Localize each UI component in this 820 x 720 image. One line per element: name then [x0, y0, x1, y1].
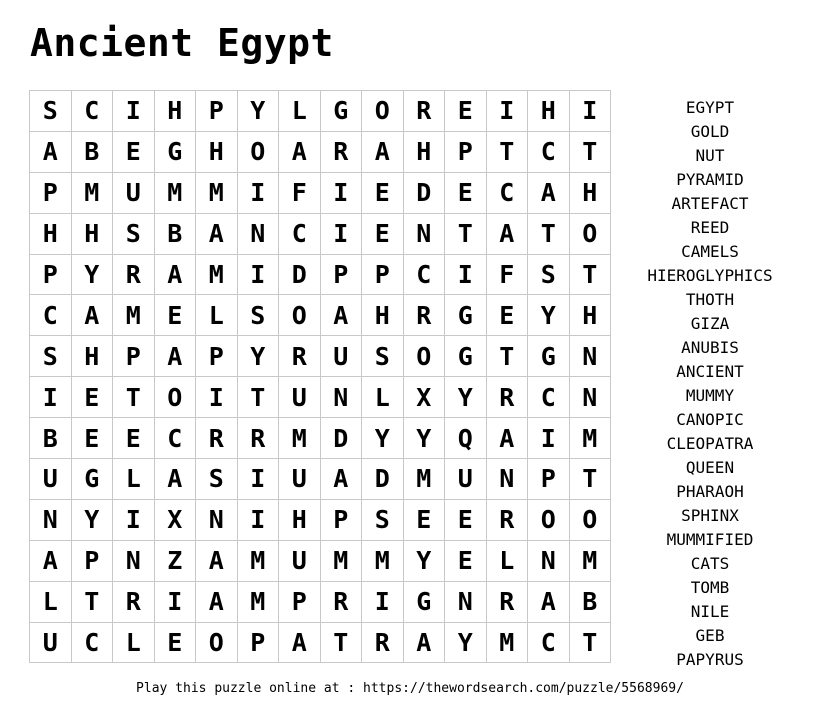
grid-cell: M — [403, 459, 445, 500]
word-list-item: SPHINX — [681, 506, 739, 525]
grid-cell: C — [71, 622, 113, 663]
grid-row — [30, 540, 611, 581]
grid-cell: E — [154, 622, 196, 663]
grid-cell: X — [154, 499, 196, 540]
grid-cell: U — [320, 336, 362, 377]
grid-cell: S — [528, 254, 570, 295]
word-list-item: NILE — [690, 602, 730, 621]
grid-row — [30, 213, 611, 254]
grid-cell: U — [279, 459, 321, 500]
grid-cell: R — [320, 131, 362, 172]
grid-cell: M — [320, 540, 362, 581]
grid-cell: D — [320, 418, 362, 459]
footer-label: Play this puzzle online at : — [136, 681, 356, 696]
grid-cell: Y — [237, 91, 279, 132]
grid-row — [30, 254, 611, 295]
grid-cell: P — [237, 622, 279, 663]
grid-cell: N — [320, 377, 362, 418]
grid-cell: N — [569, 336, 611, 377]
grid-cell: F — [279, 172, 321, 213]
grid-cell: Q — [445, 418, 487, 459]
grid-cell: P — [71, 540, 113, 581]
grid-cell: C — [403, 254, 445, 295]
grid-cell: T — [569, 459, 611, 500]
word-list-item: PYRAMID — [676, 170, 744, 189]
grid-cell: N — [486, 459, 528, 500]
grid-cell: A — [320, 295, 362, 336]
grid-cell: Y — [528, 295, 570, 336]
grid-row — [30, 622, 611, 663]
grid-cell: O — [279, 295, 321, 336]
grid-cell: A — [30, 540, 72, 581]
grid-cell: A — [196, 540, 238, 581]
grid-cell: E — [113, 418, 155, 459]
grid-cell: C — [154, 418, 196, 459]
grid-cell: N — [113, 540, 155, 581]
grid-cell: H — [569, 295, 611, 336]
grid-row — [30, 295, 611, 336]
grid-cell: A — [528, 581, 570, 622]
grid-cell: A — [154, 254, 196, 295]
grid-cell: S — [30, 336, 72, 377]
grid-cell: M — [196, 172, 238, 213]
grid-body — [30, 91, 611, 663]
grid-cell: A — [486, 213, 528, 254]
grid-cell: R — [237, 418, 279, 459]
grid-cell: G — [320, 91, 362, 132]
grid-cell: O — [362, 91, 404, 132]
grid-cell: P — [113, 336, 155, 377]
word-list-item: ARTEFACT — [671, 194, 749, 213]
grid-cell: S — [30, 91, 72, 132]
grid-cell: B — [30, 418, 72, 459]
grid-cell: I — [237, 499, 279, 540]
grid-cell: A — [154, 459, 196, 500]
grid-cell: I — [30, 377, 72, 418]
grid-cell: P — [362, 254, 404, 295]
grid-cell: N — [30, 499, 72, 540]
grid-cell: R — [320, 581, 362, 622]
puzzle-title: Ancient Egypt — [30, 21, 334, 65]
word-list-item: REED — [690, 218, 730, 237]
grid-row — [30, 336, 611, 377]
word-search-grid — [29, 90, 611, 663]
grid-row — [30, 377, 611, 418]
word-list-item: CATS — [690, 554, 730, 573]
word-list-item: ANUBIS — [681, 338, 739, 357]
grid-cell: B — [154, 213, 196, 254]
word-list-item: NUT — [695, 146, 725, 165]
word-list-item: ANCIENT — [676, 362, 744, 381]
grid-cell: B — [71, 131, 113, 172]
grid-cell: L — [486, 540, 528, 581]
grid-cell: E — [362, 213, 404, 254]
grid-cell: R — [403, 295, 445, 336]
grid-cell: H — [71, 336, 113, 377]
grid-cell: R — [196, 418, 238, 459]
grid-cell: D — [362, 459, 404, 500]
word-list-item: TOMB — [690, 578, 730, 597]
grid-cell: T — [569, 622, 611, 663]
grid-cell: Y — [71, 254, 113, 295]
grid-cell: M — [113, 295, 155, 336]
grid-cell: N — [569, 377, 611, 418]
grid-cell: L — [113, 622, 155, 663]
grid-cell: R — [113, 581, 155, 622]
grid-cell: R — [486, 377, 528, 418]
grid-cell: G — [154, 131, 196, 172]
grid-cell: R — [403, 91, 445, 132]
grid-cell: I — [362, 581, 404, 622]
grid-cell: P — [30, 254, 72, 295]
grid-cell: I — [113, 91, 155, 132]
grid-cell: N — [237, 213, 279, 254]
grid-cell: S — [362, 336, 404, 377]
grid-cell: D — [403, 172, 445, 213]
grid-cell: A — [154, 336, 196, 377]
grid-cell: I — [154, 581, 196, 622]
grid-cell: H — [71, 213, 113, 254]
word-list-item: GIZA — [690, 314, 730, 333]
grid-cell: S — [196, 459, 238, 500]
grid-cell: M — [71, 172, 113, 213]
grid-cell: Y — [362, 418, 404, 459]
word-list-item: CAMELS — [681, 242, 739, 261]
grid-cell: N — [528, 540, 570, 581]
grid-cell: T — [320, 622, 362, 663]
grid-cell: E — [403, 499, 445, 540]
grid-cell: O — [237, 131, 279, 172]
grid-cell: C — [528, 131, 570, 172]
word-list — [600, 96, 820, 672]
grid-cell: O — [196, 622, 238, 663]
grid-cell: O — [403, 336, 445, 377]
grid-cell: I — [569, 91, 611, 132]
grid-cell: A — [362, 131, 404, 172]
grid-cell: E — [71, 418, 113, 459]
grid-cell: M — [569, 540, 611, 581]
grid-cell: T — [486, 131, 528, 172]
grid-cell: A — [30, 131, 72, 172]
word-list-item: EGYPT — [685, 98, 735, 117]
word-list-item: HIEROGLYPHICS — [647, 266, 773, 285]
grid-cell: C — [71, 91, 113, 132]
grid-cell: R — [362, 622, 404, 663]
grid-cell: T — [569, 131, 611, 172]
grid-cell: A — [486, 418, 528, 459]
grid-cell: P — [196, 336, 238, 377]
grid-cell: E — [113, 131, 155, 172]
word-list-item: GEB — [695, 626, 725, 645]
grid-cell: L — [30, 581, 72, 622]
grid-row — [30, 499, 611, 540]
grid-cell: H — [30, 213, 72, 254]
grid-cell: I — [237, 172, 279, 213]
grid-cell: I — [237, 254, 279, 295]
grid-cell: L — [279, 91, 321, 132]
grid-cell: I — [113, 499, 155, 540]
grid-cell: M — [486, 622, 528, 663]
grid-cell: N — [445, 581, 487, 622]
grid-cell: D — [279, 254, 321, 295]
grid-cell: T — [569, 254, 611, 295]
grid-cell: M — [154, 172, 196, 213]
word-list-item: MUMMIFIED — [666, 530, 754, 549]
grid-cell: E — [445, 172, 487, 213]
grid-cell: T — [528, 213, 570, 254]
grid-cell: U — [113, 172, 155, 213]
grid-cell: E — [445, 91, 487, 132]
grid-cell: M — [237, 581, 279, 622]
grid-cell: S — [113, 213, 155, 254]
grid-cell: Y — [445, 622, 487, 663]
grid-cell: A — [320, 459, 362, 500]
word-list-item: CLEOPATRA — [666, 434, 754, 453]
grid-cell: T — [71, 581, 113, 622]
word-list-item: MUMMY — [685, 386, 735, 405]
grid-cell: P — [528, 459, 570, 500]
grid-cell: H — [196, 131, 238, 172]
grid-cell: T — [445, 213, 487, 254]
grid-cell: L — [113, 459, 155, 500]
grid-cell: H — [279, 499, 321, 540]
word-list-item: THOTH — [685, 290, 735, 309]
grid-cell: P — [320, 254, 362, 295]
grid-cell: O — [154, 377, 196, 418]
grid-cell: U — [30, 459, 72, 500]
grid-cell: A — [279, 622, 321, 663]
word-list-item: PAPYRUS — [676, 650, 744, 669]
grid-cell: I — [528, 418, 570, 459]
grid-cell: A — [403, 622, 445, 663]
grid-cell: P — [320, 499, 362, 540]
grid-cell: L — [196, 295, 238, 336]
grid-cell: I — [320, 172, 362, 213]
grid-cell: G — [528, 336, 570, 377]
grid-cell: C — [279, 213, 321, 254]
grid-cell: N — [196, 499, 238, 540]
grid-cell: S — [237, 295, 279, 336]
grid-cell: A — [528, 172, 570, 213]
grid-cell: H — [528, 91, 570, 132]
grid-cell: A — [196, 581, 238, 622]
grid-cell: E — [445, 499, 487, 540]
grid-cell: H — [569, 172, 611, 213]
grid-cell: I — [237, 459, 279, 500]
grid-cell: G — [445, 295, 487, 336]
grid-cell: P — [445, 131, 487, 172]
grid-cell: I — [486, 91, 528, 132]
grid-cell: O — [569, 499, 611, 540]
grid-cell: G — [71, 459, 113, 500]
grid-cell: O — [569, 213, 611, 254]
grid-cell: U — [30, 622, 72, 663]
grid-cell: G — [445, 336, 487, 377]
grid-row — [30, 418, 611, 459]
footer-note — [0, 681, 820, 697]
grid-cell: I — [196, 377, 238, 418]
grid-cell: N — [403, 213, 445, 254]
grid-cell: L — [362, 377, 404, 418]
grid-cell: Y — [237, 336, 279, 377]
grid-cell: A — [279, 131, 321, 172]
grid-cell: C — [30, 295, 72, 336]
grid-cell: R — [486, 499, 528, 540]
grid-row — [30, 459, 611, 500]
grid-cell: O — [528, 499, 570, 540]
grid-cell: T — [237, 377, 279, 418]
grid-cell: U — [279, 540, 321, 581]
grid-cell: R — [279, 336, 321, 377]
grid-cell: M — [279, 418, 321, 459]
grid-cell: H — [154, 91, 196, 132]
grid-cell: E — [445, 540, 487, 581]
grid-cell: P — [279, 581, 321, 622]
grid-row — [30, 91, 611, 132]
grid-cell: F — [486, 254, 528, 295]
grid-cell: B — [569, 581, 611, 622]
grid-row — [30, 172, 611, 213]
grid-cell: I — [445, 254, 487, 295]
grid-cell: C — [528, 377, 570, 418]
grid-cell: X — [403, 377, 445, 418]
grid-cell: T — [113, 377, 155, 418]
grid-cell: T — [486, 336, 528, 377]
grid-cell: E — [71, 377, 113, 418]
grid-cell: E — [486, 295, 528, 336]
grid-cell: A — [71, 295, 113, 336]
grid-cell: M — [362, 540, 404, 581]
grid-cell: H — [362, 295, 404, 336]
word-list-item: PHARAOH — [676, 482, 744, 501]
grid-cell: I — [320, 213, 362, 254]
grid-cell: C — [528, 622, 570, 663]
grid-cell: S — [362, 499, 404, 540]
grid-cell: Y — [71, 499, 113, 540]
grid-cell: R — [113, 254, 155, 295]
grid-cell: M — [196, 254, 238, 295]
grid-cell: E — [154, 295, 196, 336]
grid-cell: G — [403, 581, 445, 622]
grid-cell: R — [486, 581, 528, 622]
grid-cell: E — [362, 172, 404, 213]
grid-cell: U — [445, 459, 487, 500]
grid-row — [30, 581, 611, 622]
grid-cell: H — [403, 131, 445, 172]
grid-cell: Y — [403, 540, 445, 581]
grid-cell: M — [569, 418, 611, 459]
grid-cell: A — [196, 213, 238, 254]
grid-cell: M — [237, 540, 279, 581]
grid-cell: Y — [403, 418, 445, 459]
word-list-item: GOLD — [690, 122, 730, 141]
grid-cell: C — [486, 172, 528, 213]
grid-cell: U — [279, 377, 321, 418]
word-list-item: QUEEN — [685, 458, 735, 477]
grid-cell: P — [30, 172, 72, 213]
grid-cell: Y — [445, 377, 487, 418]
word-list-item: CANOPIC — [676, 410, 744, 429]
grid-row — [30, 131, 611, 172]
grid-cell: Z — [154, 540, 196, 581]
puzzle-url: https://thewordsearch.com/puzzle/5568969/ — [363, 681, 684, 696]
grid-cell: P — [196, 91, 238, 132]
